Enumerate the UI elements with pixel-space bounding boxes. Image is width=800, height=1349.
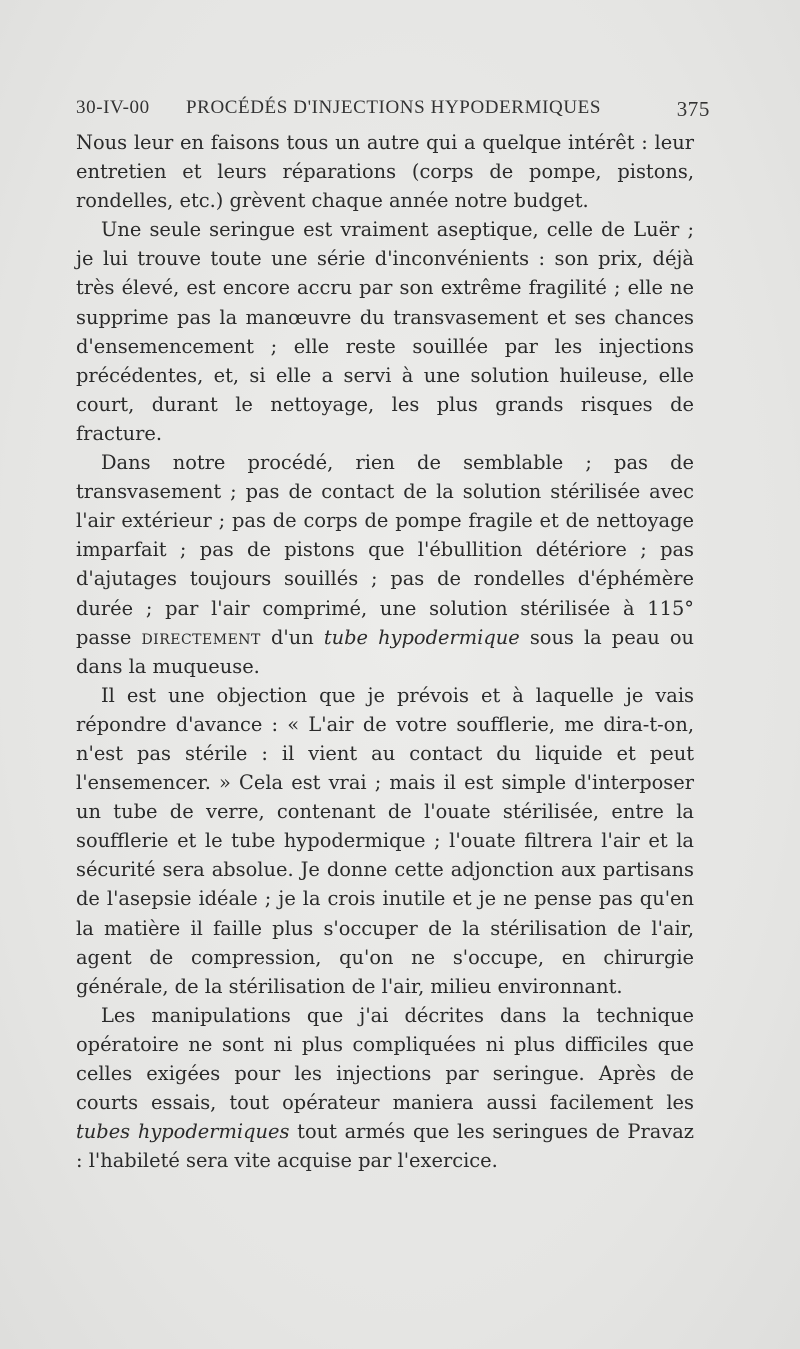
running-head [76, 97, 710, 121]
paragraph-5 [76, 1001, 694, 1176]
paragraph-5-part-1: Les manipulations que j'ai décrites dans la technique opératoire ne sont ni plus compliquées ni plus difficiles que celles exigées pour les injections par seringue. Après de courts essais, tout opérateur maniera aussi facilement les [76, 1003, 694, 1115]
paragraph-3-italic: tube hypodermique [323, 625, 520, 649]
paragraph-5-part-2: tout armés que les seringues de Pravaz : l'habileté sera vite acquise par l'exercice. [76, 1120, 694, 1173]
paragraph-3-part-1: Dans notre procédé, rien de semblable ; pas de transvasement ; pas de contact de la solution stérilisée avec l'air extérieur ; pas de corps de pompe fragile et de nettoyage imparfait ; pas de pistons que l'ébullition détériore ; pas d'ajutages toujours souillés ; pas de rondelles d'éphémère durée ; par l'air comprimé, une solution stérilisée à 115° [76, 451, 694, 620]
body-text [76, 128, 694, 1175]
paragraph-1: Nous leur en faisons tous un autre qui a quelque intérêt : leur entretien et leurs réparations (corps de pompe, pistons, rondelles, etc.) grèvent chaque année notre budget. [76, 131, 694, 213]
paragraph-4: Il est une objection que je prévois et à laquelle je vais répondre d'avance : « L'air de votre soufflerie, me dira-t-on, n'est pas stérile : il vient au contact du liquide et peut l'ensemencer. » Cela est vrai ; mais il est simple d'interposer un tube de verre, contenant de l'ouate stérilisée, entre la soufflerie et le tube hypodermique ; l'ouate filtrera l'air et la sécurité sera absolue. Je donne cette adjonction aux partisans de l'asepsie idéale ; je la crois inutile et je ne pense pas qu'en la matière il faille plus s'occuper de la stérilisation de l'air, agent de compression, qu'on ne s'occupe, en chirurgie générale, de la stérilisation de l'air, milieu environnant. [76, 683, 694, 998]
paragraph-3 [76, 448, 694, 681]
paragraph-2: Une seule seringue est vraiment aseptique, celle de Luër ; je lui trouve toute une série d'inconvénients : son prix, déjà très élevé, est encore accru par son extrême fragilité ; elle ne supprime pas la manœuvre du transvasement et ses chances d'ensemencement ; elle reste souillée par les injections précédentes, et, si elle a servi à une solution huileuse, elle court, durant le nettoyage, les plus grands risques de fracture. [76, 218, 694, 445]
header-title: PROCÉDÉS D'INJECTIONS HYPODERMIQUES [186, 97, 602, 118]
header-date: 30-IV-00 [76, 97, 150, 118]
paragraph-3-part-3: d'un [270, 625, 314, 649]
paragraph-3-part-4: sous la peau ou dans la muqueuse. [76, 625, 694, 678]
paragraph-5-italic: tubes hypodermiques [76, 1120, 290, 1144]
paragraph-3-part-2: passe [76, 625, 132, 649]
page-number: 375 [676, 97, 710, 121]
paragraph-3-small-caps: directement [141, 625, 261, 649]
